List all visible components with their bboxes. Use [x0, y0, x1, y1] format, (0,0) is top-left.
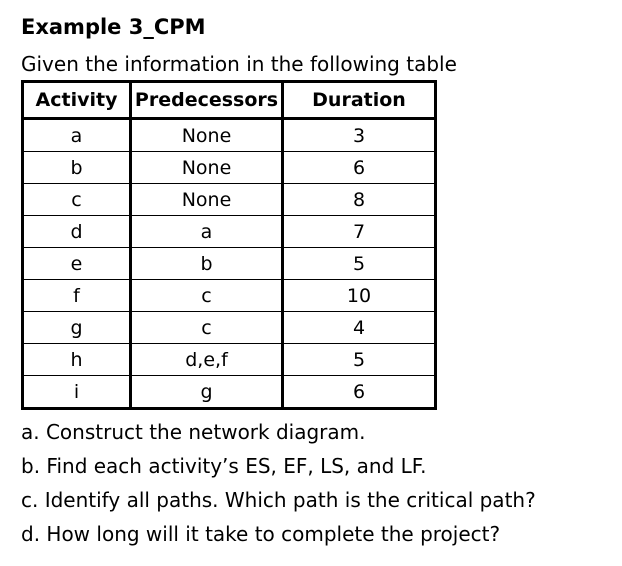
column-header-activity: Activity — [23, 82, 131, 119]
predecessors-cell: b — [131, 248, 283, 280]
duration-cell: 3 — [283, 119, 436, 152]
predecessors-cell: a — [131, 216, 283, 248]
duration-cell: 6 — [283, 376, 436, 409]
duration-cell: 4 — [283, 312, 436, 344]
table-header-row — [23, 82, 436, 119]
table-row — [23, 280, 436, 312]
table-row — [23, 119, 436, 152]
duration-cell: 6 — [283, 152, 436, 184]
activity-cell: d — [23, 216, 131, 248]
question-item: c. Identify all paths. Which path is the critical path? — [21, 488, 536, 512]
duration-cell: 10 — [283, 280, 436, 312]
question-item: d. How long will it take to complete the project? — [21, 522, 501, 546]
activity-cell: e — [23, 248, 131, 280]
question-list — [21, 415, 536, 551]
duration-cell: 5 — [283, 344, 436, 376]
duration-cell: 5 — [283, 248, 436, 280]
page-title: Example 3_CPM — [21, 15, 206, 39]
table-row — [23, 248, 436, 280]
activity-cell: a — [23, 119, 131, 152]
predecessors-cell: g — [131, 376, 283, 409]
table-row — [23, 376, 436, 409]
predecessors-cell: None — [131, 184, 283, 216]
table-row — [23, 184, 436, 216]
activity-cell: b — [23, 152, 131, 184]
activity-cell: f — [23, 280, 131, 312]
table-row — [23, 152, 436, 184]
question-item: b. Find each activity’s ES, EF, LS, and LF. — [21, 454, 427, 478]
activity-cell: h — [23, 344, 131, 376]
table-row — [23, 216, 436, 248]
activity-cell: g — [23, 312, 131, 344]
predecessors-cell: None — [131, 119, 283, 152]
table-row — [23, 344, 436, 376]
column-header-duration: Duration — [283, 82, 436, 119]
question-item: a. Construct the network diagram. — [21, 420, 366, 444]
activity-cell: c — [23, 184, 131, 216]
predecessors-cell: None — [131, 152, 283, 184]
table-row — [23, 312, 436, 344]
activity-table — [21, 80, 437, 410]
predecessors-cell: c — [131, 312, 283, 344]
predecessors-cell: c — [131, 280, 283, 312]
duration-cell: 7 — [283, 216, 436, 248]
column-header-predecessors: Predecessors — [131, 82, 283, 119]
duration-cell: 8 — [283, 184, 436, 216]
predecessors-cell: d,e,f — [131, 344, 283, 376]
page-subtitle: Given the information in the following table — [21, 52, 457, 76]
activity-cell: i — [23, 376, 131, 409]
